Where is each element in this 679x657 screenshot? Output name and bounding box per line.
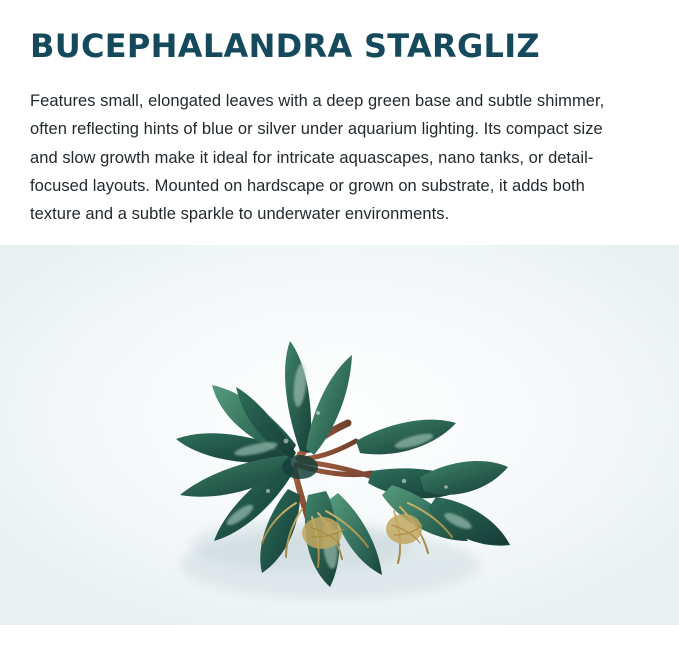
aquatic-plant-photo-icon [0, 245, 679, 625]
description-paragraph: Features small, elongated leaves with a deep green base and subtle shimmer, often reflecting hints of blue or silver under aquarium lighting. Its compact size and slow growth make it ideal for intricate aquascapes, nano tanks, or detail-focused layouts. Mounted on hardscape or grown on substrate, it adds both texture and a subtle sparkle to underwater environments. [30, 91, 605, 224]
page-title: BUCEPHALANDRA STARGLIZ [30, 27, 540, 65]
plant-image [0, 245, 679, 625]
